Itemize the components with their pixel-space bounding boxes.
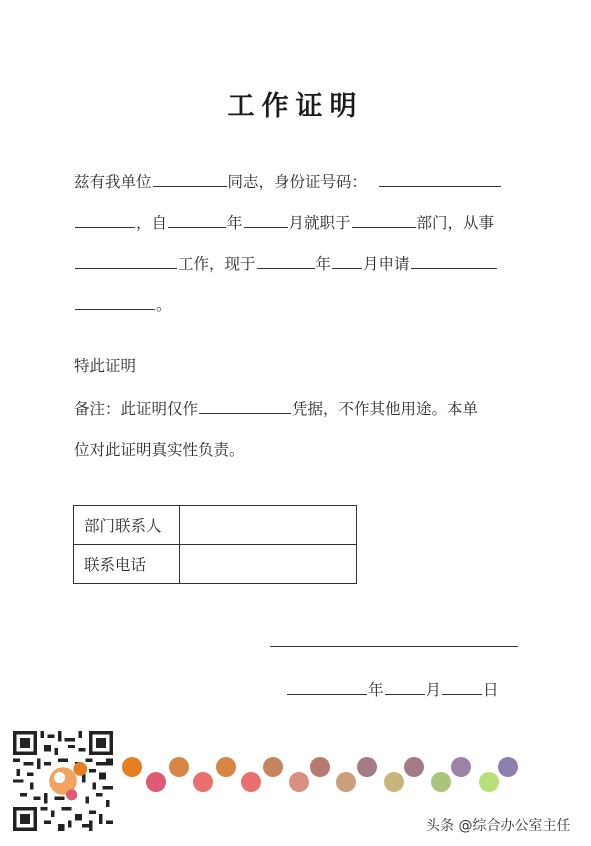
decor-dot — [479, 772, 499, 792]
table-row — [74, 545, 357, 584]
blank-start-year[interactable] — [168, 213, 226, 228]
date-line: 年 月 日 — [286, 680, 499, 700]
decor-dot — [122, 757, 142, 777]
decor-dot — [357, 757, 377, 777]
decor-dot — [336, 772, 356, 792]
decor-dot — [431, 772, 451, 792]
blank-start-month[interactable] — [244, 213, 288, 228]
blank-apply-month[interactable] — [332, 254, 362, 269]
contact-phone-label: 联系电话 — [74, 545, 180, 584]
signature-line[interactable] — [270, 646, 518, 647]
blank-sign-month[interactable] — [385, 680, 425, 695]
decor-dot — [241, 772, 261, 792]
contact-phone-field[interactable] — [180, 545, 357, 584]
blank-id-number-part1[interactable] — [379, 172, 501, 187]
decor-dot — [263, 757, 283, 777]
blank-usage[interactable] — [199, 399, 291, 414]
body-line-3: 工作，现于 年 月申请 — [74, 254, 498, 274]
watermark-text: 头条 @综合办公室主任 — [426, 818, 571, 834]
body-line-4: 。 — [74, 295, 172, 315]
qr-code-icon — [12, 731, 114, 831]
decor-dot — [384, 772, 404, 792]
blank-sign-day[interactable] — [442, 680, 482, 695]
note-line-2: 位对此证明真实性负责。 — [74, 441, 245, 459]
decor-dot — [146, 772, 166, 792]
decor-dot — [169, 757, 189, 777]
body-line-2: ，自 年 月就职于 部门，从事 — [74, 213, 494, 233]
contact-table — [73, 505, 357, 584]
decor-dot — [310, 757, 330, 777]
body-line-1: 兹有我单位 同志，身份证号码： — [74, 172, 502, 192]
contact-person-label: 部门联系人 — [74, 506, 180, 545]
table-row — [74, 506, 357, 545]
contact-person-field[interactable] — [180, 506, 357, 545]
certify-text: 特此证明 — [74, 357, 137, 375]
decor-dot — [289, 772, 309, 792]
blank-job[interactable] — [75, 254, 177, 269]
decor-dot — [216, 757, 236, 777]
blank-apply-purpose-part2[interactable] — [75, 295, 155, 310]
blank-sign-year[interactable] — [287, 680, 367, 695]
decor-dot — [451, 757, 471, 777]
page-title: 工作证明 — [227, 91, 364, 122]
blank-apply-year[interactable] — [257, 254, 315, 269]
decor-dot — [193, 772, 213, 792]
note-line-1: 备注：此证明仅作 凭据，不作其他用途。本单 — [74, 400, 479, 418]
blank-department[interactable] — [352, 213, 416, 228]
blank-apply-purpose-part1[interactable] — [411, 254, 497, 269]
decor-dot — [498, 757, 518, 777]
blank-id-number-part2[interactable] — [75, 213, 135, 228]
blank-name[interactable] — [153, 172, 227, 187]
decor-dot — [404, 757, 424, 777]
